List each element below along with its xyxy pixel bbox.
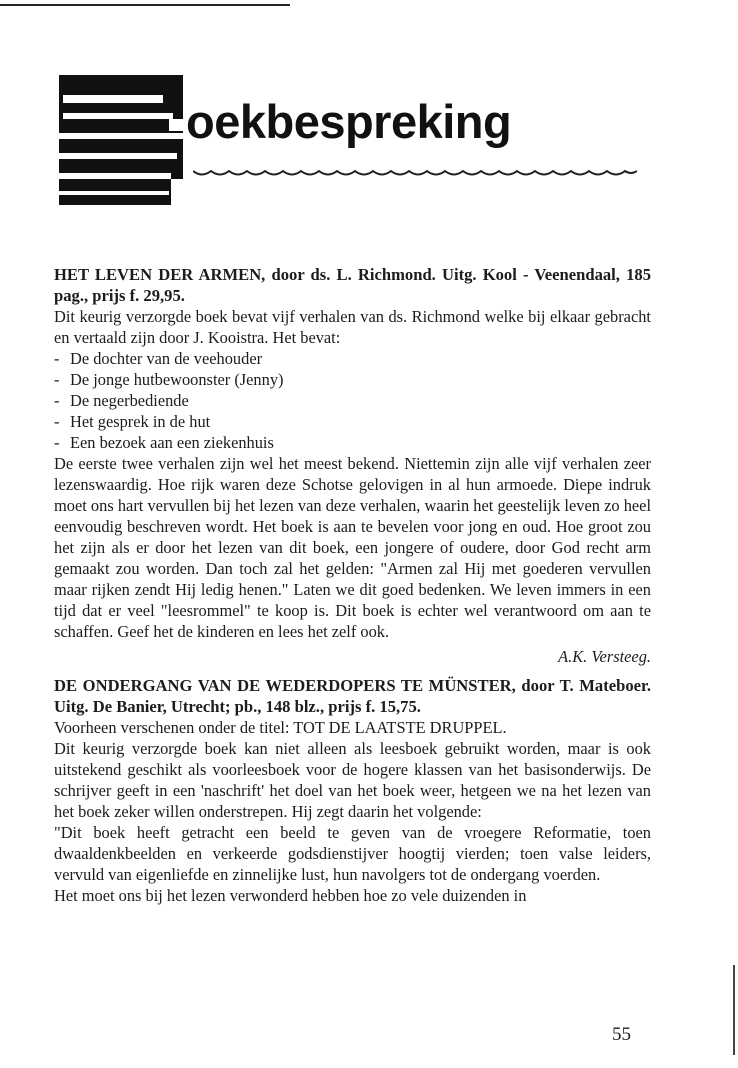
section-heading <box>186 92 511 152</box>
review-2-paragraph-3: Het moet ons bij het lezen verwonderd hebben hoe zo vele duizenden in <box>54 886 527 905</box>
list-item: - Het gesprek in de hut <box>54 411 651 432</box>
review-1-body: De eerste twee verhalen zijn wel het meest bekend. Niettemin zijn alle vijf verhalen zeer lezenswaardig. Hoe rijk waren deze Schotse gelovigen in al hun armoede. Diepe indruk moet ons hart vervullen bij het lezen van deze verhalen, waarin het geestelijk leven zo heel eenvoudig beschreven wordt. Het boek is aan te bevelen voor jong en oud. Hoe groot zou het zijn als er door het lezen van dit boek, een jongere of oudere, door God recht arm gemaakt zou worden. Dan toch zal het gelden: "Armen zal Hij met goederen vervullen maar rijken zendt Hij ledig henen." Laten we dit goed bedenken. We leven immers in een tijd dat er veel "leesrommel" te koop is. Dit boek is echter wel verantwoord om aan te schaffen. Geef het de kinderen en lees het zelf ook. <box>54 454 651 641</box>
heading-text: oekbespreking <box>186 95 512 148</box>
review-1-title: HET LEVEN DER ARMEN, door ds. L. Richmond. Uitg. Kool - Veenendaal, 185 pag., prijs f. 29,95. <box>54 265 651 305</box>
review-1-story-list <box>54 348 651 453</box>
wavy-underline <box>193 166 637 180</box>
list-item: - De dochter van de veehouder <box>54 348 651 369</box>
list-item: - De negerbediende <box>54 390 651 411</box>
review-2-paragraph-1: Dit keurig verzorgde boek kan niet alleen als leesboek gebruikt worden, maar is ook uitstekend geschikt als voorleesboek voor de hogere klassen van het basisonderwijs. De schrijver geeft in een 'naschrift' het doel van het boek weer, hetgeen we na het lezen van het boek zeker willen onderstrepen. Hij zegt daarin het volgende: <box>54 739 651 821</box>
page-number: 55 <box>612 1024 631 1045</box>
review-1-intro: Dit keurig verzorgde boek bevat vijf verhalen van ds. Richmond welke bij elkaar gebracht en vertaald zijn door J. Kooistra. Het bevat: <box>54 307 651 347</box>
review-1-author: A.K. Versteeg. <box>558 647 651 666</box>
edge-rule <box>733 965 735 1055</box>
review-2-quote: "Dit boek heeft getracht een beeld te geven van de vroegere Reformatie, toen dwaaldenkbeelden en verkeerde godsdienstijver hoogtij vierden; toen valse leiders, vervuld van eigenliefde en zinnelijke lust, hun navolgers tot de ondergang voerden. <box>54 823 651 884</box>
article-body <box>54 264 651 906</box>
review-2-former-title: Voorheen verschenen onder de titel: TOT DE LAATSTE DRUPPEL. <box>54 718 507 737</box>
bookstack-letter-logo <box>53 75 183 205</box>
list-item: - Een bezoek aan een ziekenhuis <box>54 432 651 453</box>
top-rule <box>0 4 290 6</box>
list-item: - De jonge hutbewoonster (Jenny) <box>54 369 651 390</box>
review-2-title: DE ONDERGANG VAN DE WEDERDOPERS TE MÜNSTER, door T. Mateboer. Uitg. De Banier, Utrecht; pb., 148 blz., prijs f. 15,75. <box>54 676 651 716</box>
